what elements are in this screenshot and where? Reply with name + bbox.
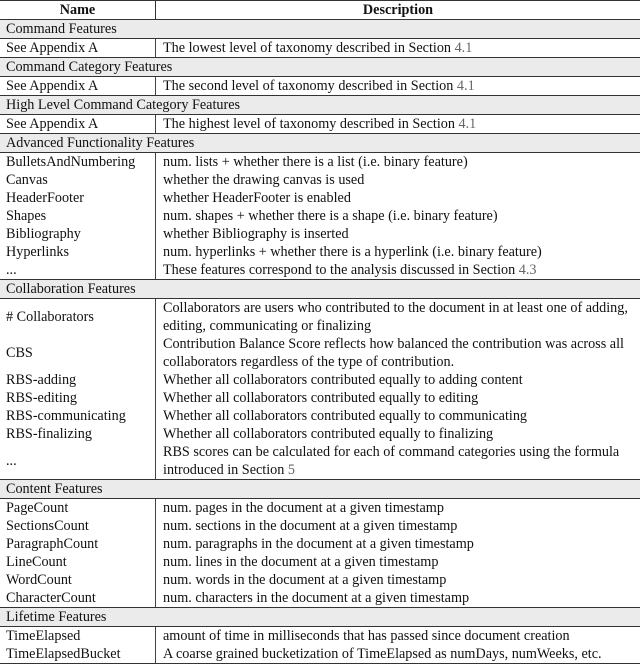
feature-name: See Appendix A [0, 77, 156, 96]
feature-description [156, 371, 640, 389]
table-row [0, 407, 640, 425]
description-text: num. lines in the document at a given timestamp [163, 554, 438, 570]
description-text: num. sections in the document at a given timestamp [163, 518, 457, 534]
description-text: num. characters in the document at a given timestamp [163, 590, 469, 606]
feature-description [156, 499, 640, 518]
table-row [0, 171, 640, 189]
description-text: RBS scores can be calculated for each of command categories using the formula introduced in Section [163, 444, 619, 478]
description-text: num. paragraphs in the document at a given timestamp [163, 536, 474, 552]
description-text: amount of time in milliseconds that has passed since document creation [163, 628, 570, 644]
description-text: The highest level of taxonomy described in Section [163, 116, 459, 132]
feature-name: RBS-communicating [0, 407, 156, 425]
table-row [0, 627, 640, 646]
header-row [0, 1, 640, 20]
feature-name: RBS-finalizing [0, 425, 156, 443]
feature-description [156, 207, 640, 225]
feature-description [156, 389, 640, 407]
feature-name: WordCount [0, 571, 156, 589]
feature-description [156, 261, 640, 280]
table-row [0, 371, 640, 389]
section-header-row [0, 480, 640, 499]
feature-description [156, 571, 640, 589]
description-text: The lowest level of taxonomy described in Section [163, 40, 455, 56]
description-text: num. hyperlinks + whether there is a hyperlink (i.e. binary feature) [163, 244, 542, 260]
table-row [0, 207, 640, 225]
section-header-row [0, 134, 640, 153]
section-header-row [0, 58, 640, 77]
section-title: Command Features [0, 20, 640, 39]
feature-description [156, 225, 640, 243]
description-text: A coarse grained bucketization of TimeElapsed as numDays, numWeeks, etc. [163, 646, 602, 662]
feature-name: Bibliography [0, 225, 156, 243]
feature-description [156, 153, 640, 172]
feature-description [156, 171, 640, 189]
feature-name: Hyperlinks [0, 243, 156, 261]
description-text: Collaborators are users who contributed to the document in at least one of adding, editing, communicating or finalizing [163, 300, 628, 334]
section-reference-link[interactable]: 4.3 [519, 262, 537, 278]
feature-name: # Collaborators [0, 299, 156, 336]
feature-description [156, 407, 640, 425]
feature-description [156, 115, 640, 134]
table-row [0, 389, 640, 407]
description-text: These features correspond to the analysis discussed in Section [163, 262, 519, 278]
feature-name: See Appendix A [0, 115, 156, 134]
feature-description [156, 627, 640, 646]
section-title: Command Category Features [0, 58, 640, 77]
feature-description [156, 645, 640, 664]
section-reference-link[interactable]: 4.1 [455, 40, 473, 56]
table-row [0, 645, 640, 664]
table-row [0, 261, 640, 280]
section-title: Advanced Functionality Features [0, 134, 640, 153]
description-text: num. shapes + whether there is a shape (i.e. binary feature) [163, 208, 498, 224]
description-text: num. pages in the document at a given timestamp [163, 500, 444, 516]
feature-name: HeaderFooter [0, 189, 156, 207]
feature-description [156, 443, 640, 480]
section-reference-link[interactable]: 4.1 [459, 116, 477, 132]
feature-name: RBS-adding [0, 371, 156, 389]
table-row [0, 571, 640, 589]
feature-name: BulletsAndNumbering [0, 153, 156, 172]
feature-name: RBS-editing [0, 389, 156, 407]
feature-description [156, 517, 640, 535]
feature-name: See Appendix A [0, 39, 156, 58]
table-row [0, 243, 640, 261]
feature-name: CBS [0, 335, 156, 371]
description-text: whether HeaderFooter is enabled [163, 190, 351, 206]
description-text: Whether all collaborators contributed equally to adding content [163, 372, 523, 388]
feature-description [156, 335, 640, 371]
table-row [0, 553, 640, 571]
table-row [0, 517, 640, 535]
feature-description [156, 189, 640, 207]
feature-name: ... [0, 261, 156, 280]
description-text: num. lists + whether there is a list (i.e. binary feature) [163, 154, 468, 170]
feature-name: TimeElapsedBucket [0, 645, 156, 664]
section-header-row [0, 20, 640, 39]
table-row [0, 39, 640, 58]
description-text: num. words in the document at a given timestamp [163, 572, 446, 588]
description-column-header: Description [156, 1, 640, 20]
section-title: Content Features [0, 480, 640, 499]
feature-name: ... [0, 443, 156, 480]
description-text: whether the drawing canvas is used [163, 172, 364, 188]
section-title: Lifetime Features [0, 608, 640, 627]
feature-name: LineCount [0, 553, 156, 571]
feature-name: SectionsCount [0, 517, 156, 535]
table-row [0, 189, 640, 207]
description-text: Contribution Balance Score reflects how balanced the contribution was across all collaborators regardless of the type of contribution. [163, 336, 624, 370]
section-reference-link[interactable]: 4.1 [457, 78, 475, 94]
table-row [0, 299, 640, 336]
feature-name: CharacterCount [0, 589, 156, 608]
section-title: High Level Command Category Features [0, 96, 640, 115]
table-row [0, 225, 640, 243]
description-text: whether Bibliography is inserted [163, 226, 349, 242]
feature-name: Shapes [0, 207, 156, 225]
feature-name: TimeElapsed [0, 627, 156, 646]
table-row [0, 443, 640, 480]
description-text: Whether all collaborators contributed equally to editing [163, 390, 478, 406]
table-row [0, 153, 640, 172]
table-row [0, 499, 640, 518]
section-header-row [0, 608, 640, 627]
section-header-row [0, 96, 640, 115]
description-text: Whether all collaborators contributed equally to finalizing [163, 426, 493, 442]
table-row [0, 425, 640, 443]
feature-description [156, 535, 640, 553]
feature-description [156, 77, 640, 96]
section-title: Collaboration Features [0, 280, 640, 299]
table-row [0, 535, 640, 553]
feature-description [156, 425, 640, 443]
feature-description [156, 589, 640, 608]
feature-name: ParagraphCount [0, 535, 156, 553]
section-header-row [0, 280, 640, 299]
table-row [0, 589, 640, 608]
feature-description [156, 299, 640, 336]
feature-name: PageCount [0, 499, 156, 518]
feature-description [156, 39, 640, 58]
feature-description [156, 553, 640, 571]
table-row [0, 335, 640, 371]
table-body [0, 20, 640, 664]
description-text: The second level of taxonomy described in Section [163, 78, 457, 94]
table-row [0, 77, 640, 96]
name-column-header: Name [0, 1, 156, 20]
description-text: Whether all collaborators contributed equally to communicating [163, 408, 527, 424]
section-reference-link[interactable]: 5 [288, 462, 295, 478]
feature-description [156, 243, 640, 261]
table-row [0, 115, 640, 134]
feature-name: Canvas [0, 171, 156, 189]
